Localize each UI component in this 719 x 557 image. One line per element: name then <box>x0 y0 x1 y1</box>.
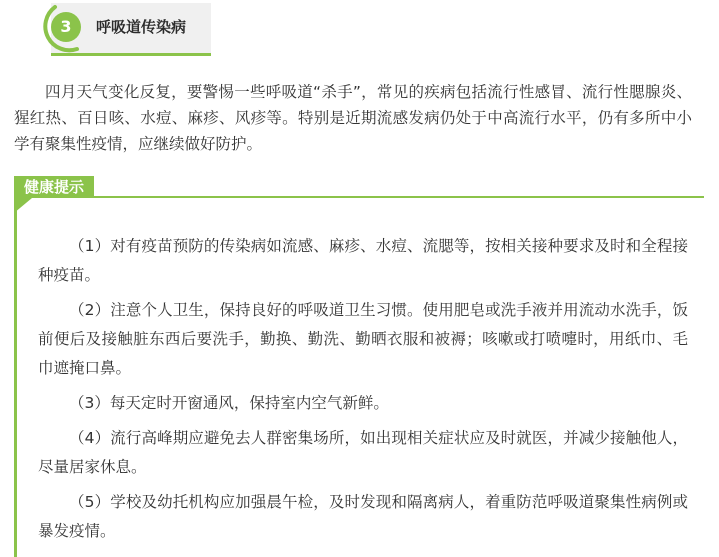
tip-item: （5）学校及幼托机构应加强晨午检，及时发现和隔离病人，着重防范呼吸道聚集性病例或暴发疫情。 <box>38 493 688 540</box>
health-tips-box <box>14 176 704 557</box>
tip-item: （3）每天定时开窗通风，保持室内空气新鲜。 <box>69 394 389 412</box>
tip-item: （2）注意个人卫生，保持良好的呼吸道卫生习惯。使用肥皂或洗手液并用流动水洗手，饭前便后及接触脏东西后要洗手，勤换、勤洗、勤晒衣服和被褥；咳嗽或打喷嚏时，用纸巾、毛巾遮掩口鼻。 <box>38 301 688 377</box>
section-title: 呼吸道传染病 <box>96 18 187 36</box>
tips-left-border <box>14 198 17 557</box>
tips-list <box>38 232 688 552</box>
intro-paragraph: 四月天气变化反复，要警惕一些呼吸道“杀手”，常见的疾病包括流行性感冒、流行性腮腺炎、猩红热、百日咳、水痘、麻疹、风疹等。特别是近期流感发病仍处于中高流行水平，仍有多所中小学有聚集性疫情，应继续做好防护。 <box>14 83 692 153</box>
section-number-badge: 3 <box>51 12 81 42</box>
tips-top-divider <box>14 196 704 198</box>
tips-tab-corner <box>14 198 32 213</box>
tip-item: （1）对有疫苗预防的传染病如流感、麻疹、水痘、流腮等，按相关接种要求及时和全程接种疫苗。 <box>38 237 688 284</box>
section-header <box>37 3 211 58</box>
tip-item: （4）流行高峰期应避免去人群密集场所，如出现相关症状应及时就医，并减少接触他人，尽量居家休息。 <box>38 429 688 476</box>
health-tips-label: 健康提示 <box>14 176 94 198</box>
